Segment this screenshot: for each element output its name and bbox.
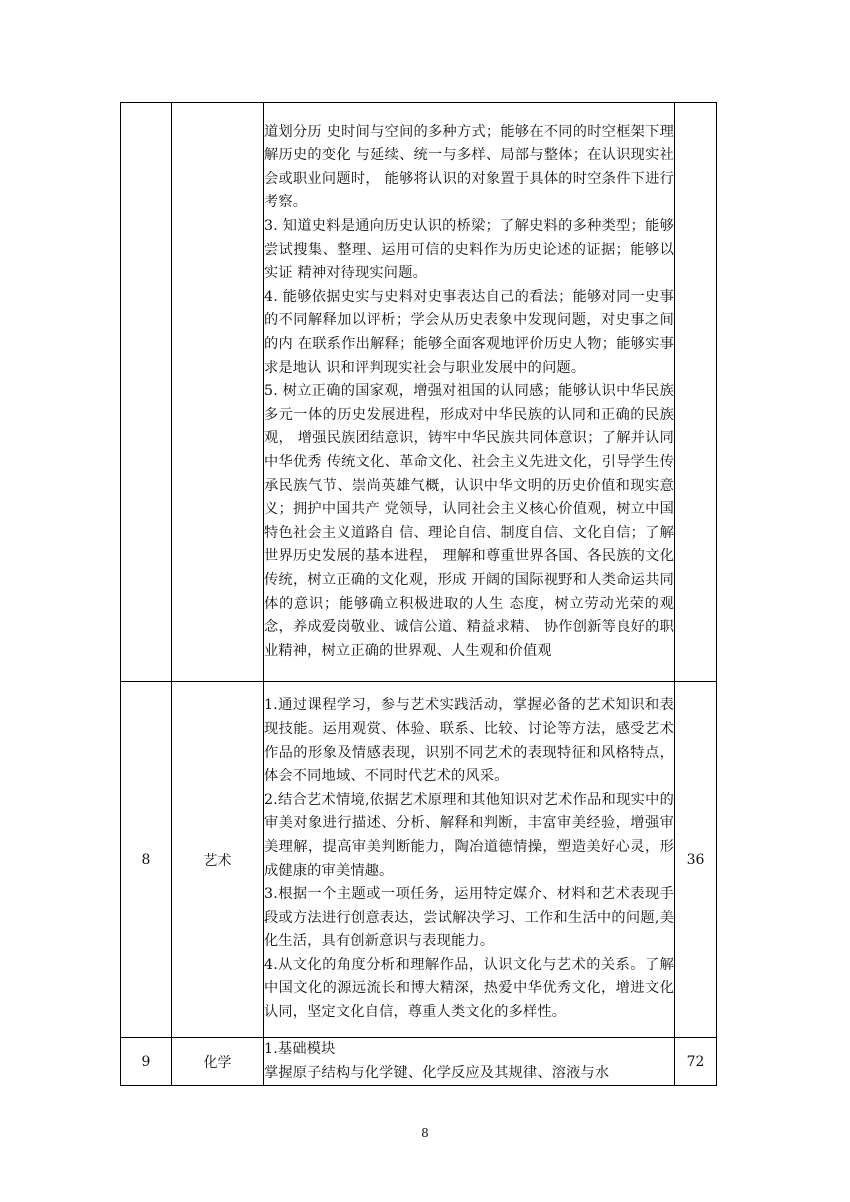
course-objectives [264, 103, 675, 682]
course-hours: 72 [675, 1038, 717, 1086]
page-number: 8 [421, 1126, 429, 1140]
objective-paragraph: 道划分历 史时间与空间的多种方式；能够在不同的时空框架下理解历史的变化 与延续、统一与多样、局部与整体；在认识现实社会或职业问题时， 能够将认识的对象置于具体的时空条件下进行考察。 [264, 123, 674, 211]
table-row [121, 1038, 717, 1086]
table-row [121, 103, 717, 682]
table-row [121, 682, 717, 1038]
curriculum-table [120, 102, 717, 1086]
course-objectives [264, 682, 675, 1038]
course-number [121, 103, 172, 682]
objective-paragraph: 4.从文化的角度分析和理解作品，认识文化与艺术的关系。了解中国文化的源远流长和博大精深，热爱中华优秀文化，增进文化认同，坚定文化自信，尊重人类文化的多样性。 [264, 956, 674, 1021]
course-objectives [264, 1038, 675, 1086]
objective-paragraph: 1.通过课程学习，参与艺术实践活动，掌握必备的艺术知识和表现技能。运用观赏、体验、联系、比较、讨论等方法，感受艺术作品的形象及情感表现，识别不同艺术的表现特征和风格特点，体会不同地域、不同时代艺术的风采。 [264, 697, 674, 785]
objective-paragraph: 2.结合艺术情境,依据艺术原理和其他知识对艺术作品和现实中的审美对象进行描述、分析、解释和判断，丰富审美经验，增强审美理解，提高审美判断能力，陶冶道德情操，塑造美好心灵，形成健康的审美情趣。 [264, 791, 674, 879]
course-hours [675, 103, 717, 682]
course-name [172, 103, 264, 682]
course-number: 9 [121, 1038, 172, 1086]
objective-paragraph: 1.基础模块 [264, 1041, 336, 1057]
course-hours: 36 [675, 682, 717, 1038]
objective-paragraph: 4. 能够依据史实与史料对史事表达自己的看法；能够对同一史事 的不同解释加以评析；学会从历史表象中发现问题，对史事之间的内 在联系作出解释；能够全面客观地评价历史人物；能够实事求是地认 识和评判现实社会与职业发展中的问题。 [264, 288, 674, 376]
objective-paragraph: 掌握原子结构与化学键、化学反应及其规律、溶液与水 [264, 1064, 610, 1081]
course-number: 8 [121, 682, 172, 1038]
course-name: 化学 [172, 1038, 264, 1086]
objective-paragraph: 3. 知道史料是通向历史认识的桥梁；了解史料的多种类型；能够 尝试搜集、整理、运用可信的史料作为历史论述的证据；能够以实证 精神对待现实问题。 [264, 218, 674, 282]
course-name: 艺术 [172, 682, 264, 1038]
objective-paragraph: 5. 树立正确的国家观，增强对祖国的认同感；能够认识中华民族 多元一体的历史发展进程，形成对中华民族的认同和正确的民族观， 增强民族团结意识，铸牢中华民族共同体意识；了解并认同中华优秀 传统文化、革命文化、社会主义先进文化，引导学生传承民族气节、崇尚英雄气概，认识中华文明的历史价值和现实意义；拥护中国共产 党领导，认同社会主义核心价值观，树立中国特色社会主义道路自 信、理论自信、制度自信、文化自信；了解世界历史发展的基本进程， 理解和尊重世界各国、各民族的文化传统，树立正确的文化观，形成 开阔的国际视野和人类命运共同体的意识；能够确立积极进取的人生 态度，树立劳动光荣的观念，养成爱岗敬业、诚信公道、精益求精、 协作创新等良好的职业精神，树立正确的世界观、人生观和价值观 [264, 383, 674, 659]
objective-paragraph: 3.根据一个主题或一项任务，运用特定媒介、材料和艺术表现手段或方法进行创意表达，尝试解决学习、工作和生活中的问题,美化生活，具有创新意识与表现能力。 [264, 886, 674, 950]
